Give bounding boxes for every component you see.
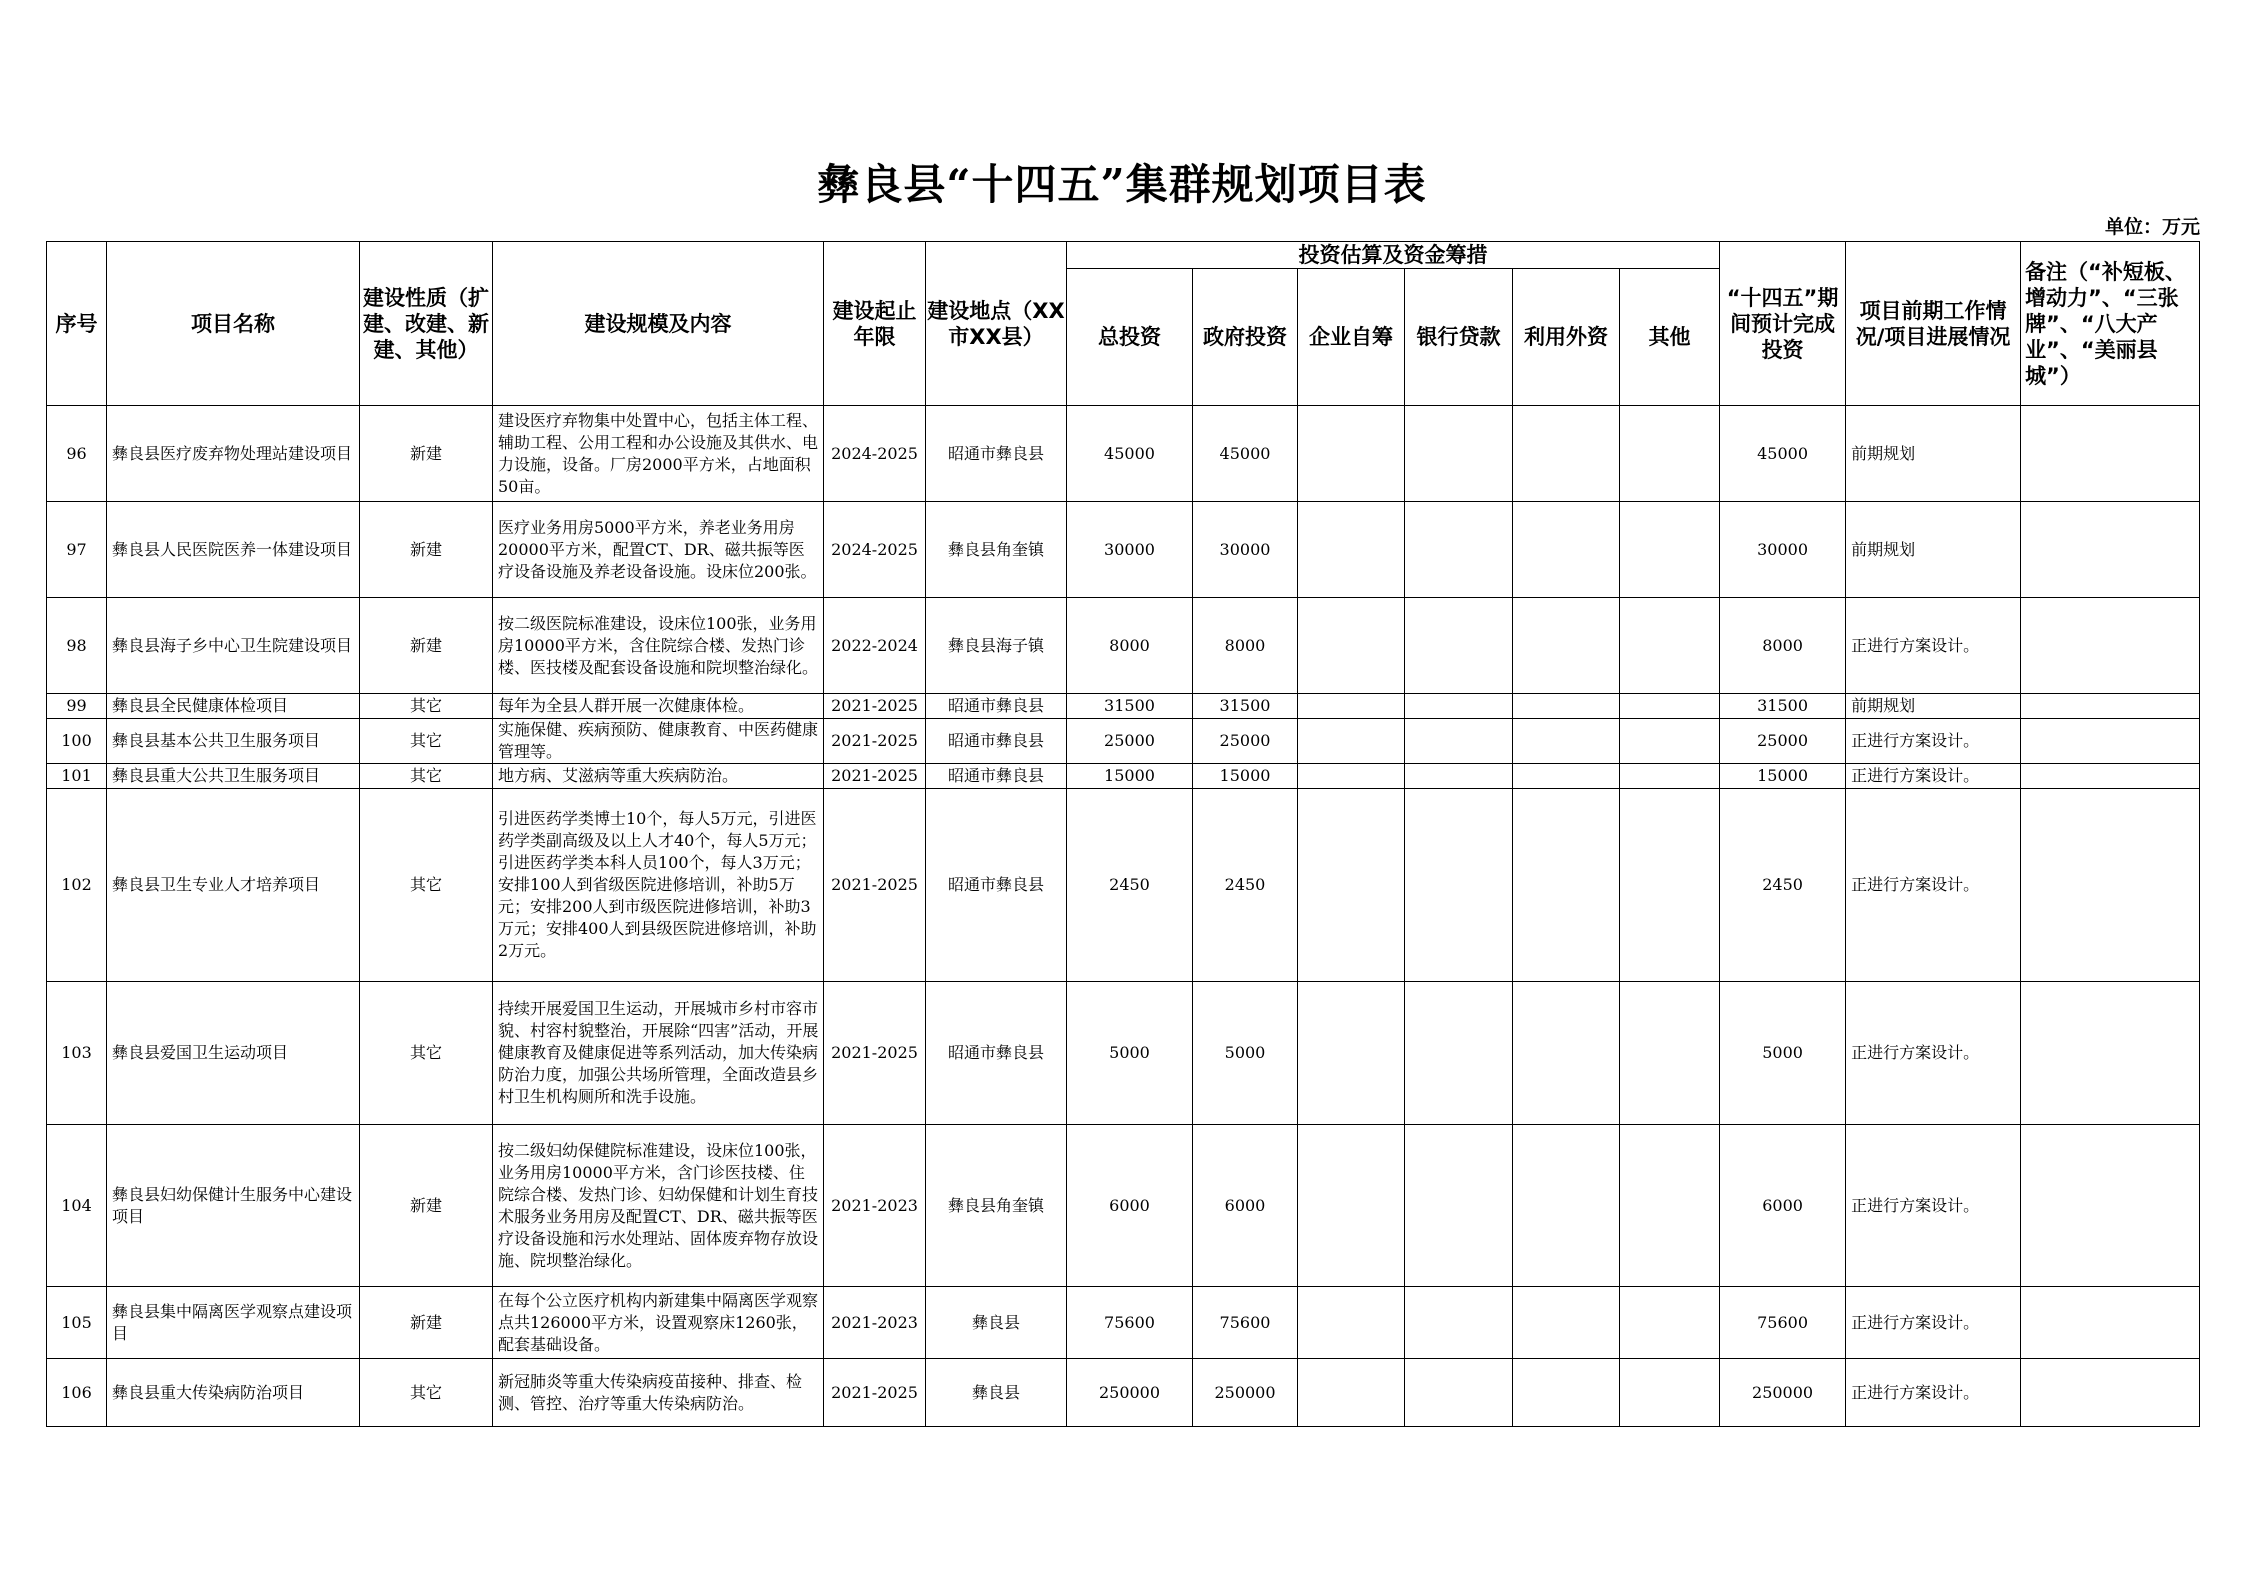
- cell-expected: 45000: [1720, 406, 1846, 502]
- table-row: [47, 406, 2200, 502]
- cell-other: [1620, 719, 1720, 764]
- cell-enterprise: [1298, 719, 1405, 764]
- cell-foreign: [1513, 1359, 1620, 1427]
- cell-progress: 正进行方案设计。: [1846, 982, 2021, 1125]
- cell-seq: 105: [47, 1287, 107, 1359]
- cell-seq: 101: [47, 764, 107, 789]
- cell-period: 2021-2025: [824, 719, 926, 764]
- cell-remark: [2021, 1287, 2200, 1359]
- cell-total: 75600: [1067, 1287, 1193, 1359]
- cell-enterprise: [1298, 982, 1405, 1125]
- cell-name: 彝良县妇幼保健计生服务中心建设项目: [107, 1125, 360, 1287]
- cell-name: 彝良县重大传染病防治项目: [107, 1359, 360, 1427]
- cell-foreign: [1513, 719, 1620, 764]
- cell-other: [1620, 502, 1720, 598]
- cell-scale: 引进医药学类博士10个，每人5万元，引进医药学类副高级及以上人才40个，每人5万元；引进医药学类本科人员100个，每人3万元；安排100人到省级医院进修培训，补助5万元；安排200人到市级医院进修培训，补助3万元；安排400人到县级医院进修培训，补助2万元。: [493, 789, 824, 982]
- cell-total: 5000: [1067, 982, 1193, 1125]
- cell-gov: 45000: [1193, 406, 1298, 502]
- cell-total: 45000: [1067, 406, 1193, 502]
- cell-nature: 新建: [360, 406, 493, 502]
- cell-other: [1620, 982, 1720, 1125]
- cell-location: 昭通市彝良县: [926, 719, 1067, 764]
- cell-other: [1620, 1359, 1720, 1427]
- header-expected: “十四五”期间预计完成投资: [1720, 242, 1846, 406]
- cell-name: 彝良县爱国卫生运动项目: [107, 982, 360, 1125]
- cell-scale: 新冠肺炎等重大传染病疫苗接种、排查、检测、管控、治疗等重大传染病防治。: [493, 1359, 824, 1427]
- header-gov: 政府投资: [1193, 269, 1298, 406]
- cell-total: 31500: [1067, 694, 1193, 719]
- project-table: [46, 241, 2200, 1427]
- cell-bank: [1405, 789, 1513, 982]
- cell-remark: [2021, 502, 2200, 598]
- cell-nature: 其它: [360, 764, 493, 789]
- table-row: [47, 598, 2200, 694]
- cell-location: 彝良县: [926, 1287, 1067, 1359]
- cell-gov: 5000: [1193, 982, 1298, 1125]
- header-other: 其他: [1620, 269, 1720, 406]
- cell-scale: 按二级医院标准建设，设床位100张，业务用房10000平方米，含住院综合楼、发热门诊楼、医技楼及配套设备设施和院坝整治绿化。: [493, 598, 824, 694]
- cell-period: 2021-2025: [824, 1359, 926, 1427]
- cell-gov: 8000: [1193, 598, 1298, 694]
- header-foreign: 利用外资: [1513, 269, 1620, 406]
- cell-seq: 96: [47, 406, 107, 502]
- cell-remark: [2021, 1359, 2200, 1427]
- header-progress: 项目前期工作情况/项目进展情况: [1846, 242, 2021, 406]
- cell-seq: 97: [47, 502, 107, 598]
- cell-remark: [2021, 694, 2200, 719]
- cell-progress: 正进行方案设计。: [1846, 1125, 2021, 1287]
- cell-bank: [1405, 694, 1513, 719]
- header-invest-group: 投资估算及资金筹措: [1067, 242, 1720, 269]
- cell-progress: 正进行方案设计。: [1846, 1359, 2021, 1427]
- cell-location: 昭通市彝良县: [926, 694, 1067, 719]
- cell-gov: 6000: [1193, 1125, 1298, 1287]
- cell-name: 彝良县全民健康体检项目: [107, 694, 360, 719]
- cell-gov: 15000: [1193, 764, 1298, 789]
- cell-remark: [2021, 982, 2200, 1125]
- cell-bank: [1405, 982, 1513, 1125]
- cell-other: [1620, 598, 1720, 694]
- cell-enterprise: [1298, 764, 1405, 789]
- cell-expected: 75600: [1720, 1287, 1846, 1359]
- cell-progress: 正进行方案设计。: [1846, 764, 2021, 789]
- cell-progress: 前期规划: [1846, 406, 2021, 502]
- table-row: [47, 764, 2200, 789]
- cell-expected: 5000: [1720, 982, 1846, 1125]
- cell-gov: 31500: [1193, 694, 1298, 719]
- cell-expected: 30000: [1720, 502, 1846, 598]
- cell-scale: 每年为全县人群开展一次健康体检。: [493, 694, 824, 719]
- cell-scale: 地方病、艾滋病等重大疾病防治。: [493, 764, 824, 789]
- cell-progress: 正进行方案设计。: [1846, 598, 2021, 694]
- cell-nature: 其它: [360, 719, 493, 764]
- cell-other: [1620, 764, 1720, 789]
- cell-other: [1620, 1287, 1720, 1359]
- cell-name: 彝良县人民医院医养一体建设项目: [107, 502, 360, 598]
- cell-location: 昭通市彝良县: [926, 406, 1067, 502]
- cell-seq: 106: [47, 1359, 107, 1427]
- header-bank: 银行贷款: [1405, 269, 1513, 406]
- cell-seq: 100: [47, 719, 107, 764]
- header-seq: 序号: [47, 242, 107, 406]
- cell-total: 30000: [1067, 502, 1193, 598]
- cell-bank: [1405, 764, 1513, 789]
- cell-other: [1620, 694, 1720, 719]
- cell-scale: 实施保健、疾病预防、健康教育、中医药健康管理等。: [493, 719, 824, 764]
- cell-enterprise: [1298, 1359, 1405, 1427]
- cell-gov: 250000: [1193, 1359, 1298, 1427]
- cell-progress: 前期规划: [1846, 502, 2021, 598]
- cell-remark: [2021, 719, 2200, 764]
- cell-seq: 103: [47, 982, 107, 1125]
- cell-period: 2021-2025: [824, 982, 926, 1125]
- cell-scale: 在每个公立医疗机构内新建集中隔离医学观察点共126000平方米，设置观察床1260张，配套基础设备。: [493, 1287, 824, 1359]
- header-total: 总投资: [1067, 269, 1193, 406]
- cell-total: 8000: [1067, 598, 1193, 694]
- cell-remark: [2021, 406, 2200, 502]
- cell-period: 2021-2023: [824, 1125, 926, 1287]
- header-scale: 建设规模及内容: [493, 242, 824, 406]
- cell-expected: 25000: [1720, 719, 1846, 764]
- cell-foreign: [1513, 982, 1620, 1125]
- cell-location: 彝良县角奎镇: [926, 1125, 1067, 1287]
- cell-nature: 其它: [360, 789, 493, 982]
- cell-foreign: [1513, 598, 1620, 694]
- cell-remark: [2021, 1125, 2200, 1287]
- cell-gov: 25000: [1193, 719, 1298, 764]
- cell-location: 彝良县海子镇: [926, 598, 1067, 694]
- cell-expected: 8000: [1720, 598, 1846, 694]
- cell-expected: 31500: [1720, 694, 1846, 719]
- cell-seq: 104: [47, 1125, 107, 1287]
- cell-location: 昭通市彝良县: [926, 982, 1067, 1125]
- cell-expected: 15000: [1720, 764, 1846, 789]
- cell-bank: [1405, 719, 1513, 764]
- cell-remark: [2021, 764, 2200, 789]
- table-row: [47, 982, 2200, 1125]
- cell-period: 2022-2024: [824, 598, 926, 694]
- cell-remark: [2021, 598, 2200, 694]
- cell-name: 彝良县卫生专业人才培养项目: [107, 789, 360, 982]
- cell-bank: [1405, 1287, 1513, 1359]
- table-row: [47, 1359, 2200, 1427]
- header-location: 建设地点（XX市XX县）: [926, 242, 1067, 406]
- cell-seq: 98: [47, 598, 107, 694]
- cell-nature: 新建: [360, 598, 493, 694]
- cell-foreign: [1513, 1125, 1620, 1287]
- cell-name: 彝良县重大公共卫生服务项目: [107, 764, 360, 789]
- cell-expected: 6000: [1720, 1125, 1846, 1287]
- cell-bank: [1405, 406, 1513, 502]
- cell-nature: 其它: [360, 1359, 493, 1427]
- cell-total: 15000: [1067, 764, 1193, 789]
- cell-gov: 2450: [1193, 789, 1298, 982]
- cell-enterprise: [1298, 598, 1405, 694]
- cell-name: 彝良县集中隔离医学观察点建设项目: [107, 1287, 360, 1359]
- table-row: [47, 1287, 2200, 1359]
- cell-foreign: [1513, 764, 1620, 789]
- cell-bank: [1405, 598, 1513, 694]
- cell-scale: 持续开展爱国卫生运动，开展城市乡村市容市貌、村容村貌整治，开展除“四害”活动，开展健康教育及健康促进等系列活动，加大传染病防治力度，加强公共场所管理，全面改造县乡村卫生机构厕所和洗手设施。: [493, 982, 824, 1125]
- cell-other: [1620, 406, 1720, 502]
- table-row: [47, 719, 2200, 764]
- cell-enterprise: [1298, 1287, 1405, 1359]
- cell-seq: 99: [47, 694, 107, 719]
- cell-seq: 102: [47, 789, 107, 982]
- cell-nature: 新建: [360, 1125, 493, 1287]
- page-title: 彝良县“十四五”集群规划项目表: [817, 160, 1427, 209]
- cell-foreign: [1513, 694, 1620, 719]
- cell-location: 彝良县: [926, 1359, 1067, 1427]
- header-nature: 建设性质（扩建、改建、新建、其他）: [360, 242, 493, 406]
- cell-gov: 30000: [1193, 502, 1298, 598]
- cell-other: [1620, 789, 1720, 982]
- cell-gov: 75600: [1193, 1287, 1298, 1359]
- cell-period: 2021-2025: [824, 764, 926, 789]
- header-remark: 备注（“补短板、增动力”、“三张牌”、“八大产业”、“美丽县城”）: [2021, 242, 2200, 406]
- cell-other: [1620, 1125, 1720, 1287]
- cell-name: 彝良县海子乡中心卫生院建设项目: [107, 598, 360, 694]
- table-row: [47, 1125, 2200, 1287]
- cell-period: 2024-2025: [824, 502, 926, 598]
- cell-nature: 新建: [360, 502, 493, 598]
- cell-foreign: [1513, 789, 1620, 982]
- cell-scale: 医疗业务用房5000平方米，养老业务用房20000平方米，配置CT、DR、磁共振等医疗设备设施及养老设备设施。设床位200张。: [493, 502, 824, 598]
- header-period: 建设起止年限: [824, 242, 926, 406]
- cell-name: 彝良县基本公共卫生服务项目: [107, 719, 360, 764]
- cell-progress: 前期规划: [1846, 694, 2021, 719]
- cell-expected: 250000: [1720, 1359, 1846, 1427]
- cell-period: 2024-2025: [824, 406, 926, 502]
- cell-total: 250000: [1067, 1359, 1193, 1427]
- cell-remark: [2021, 789, 2200, 982]
- cell-foreign: [1513, 406, 1620, 502]
- cell-location: 昭通市彝良县: [926, 764, 1067, 789]
- cell-nature: 其它: [360, 694, 493, 719]
- header-name: 项目名称: [107, 242, 360, 406]
- table-row: [47, 694, 2200, 719]
- cell-bank: [1405, 1359, 1513, 1427]
- cell-enterprise: [1298, 1125, 1405, 1287]
- cell-enterprise: [1298, 502, 1405, 598]
- cell-bank: [1405, 1125, 1513, 1287]
- table-row: [47, 789, 2200, 982]
- cell-foreign: [1513, 1287, 1620, 1359]
- cell-scale: 建设医疗弃物集中处置中心，包括主体工程、辅助工程、公用工程和办公设施及其供水、电力设施，设备。厂房2000平方米，占地面积50亩。: [493, 406, 824, 502]
- cell-location: 彝良县角奎镇: [926, 502, 1067, 598]
- cell-nature: 新建: [360, 1287, 493, 1359]
- cell-total: 6000: [1067, 1125, 1193, 1287]
- cell-enterprise: [1298, 694, 1405, 719]
- cell-period: 2021-2025: [824, 694, 926, 719]
- cell-period: 2021-2025: [824, 789, 926, 982]
- cell-nature: 其它: [360, 982, 493, 1125]
- cell-progress: 正进行方案设计。: [1846, 1287, 2021, 1359]
- header-enterprise: 企业自筹: [1298, 269, 1405, 406]
- cell-progress: 正进行方案设计。: [1846, 719, 2021, 764]
- cell-enterprise: [1298, 406, 1405, 502]
- cell-enterprise: [1298, 789, 1405, 982]
- cell-foreign: [1513, 502, 1620, 598]
- unit-label: 单位：万元: [2104, 216, 2200, 238]
- table-row: [47, 502, 2200, 598]
- cell-expected: 2450: [1720, 789, 1846, 982]
- cell-name: 彝良县医疗废弃物处理站建设项目: [107, 406, 360, 502]
- cell-location: 昭通市彝良县: [926, 789, 1067, 982]
- cell-bank: [1405, 502, 1513, 598]
- cell-total: 2450: [1067, 789, 1193, 982]
- cell-total: 25000: [1067, 719, 1193, 764]
- cell-scale: 按二级妇幼保健院标准建设，设床位100张，业务用房10000平方米，含门诊医技楼、住院综合楼、发热门诊、妇幼保健和计划生育技术服务业务用房及配置CT、DR、磁共振等医疗设备设施和污水处理站、固体废弃物存放设施、院坝整治绿化。: [493, 1125, 824, 1287]
- cell-period: 2021-2023: [824, 1287, 926, 1359]
- cell-progress: 正进行方案设计。: [1846, 789, 2021, 982]
